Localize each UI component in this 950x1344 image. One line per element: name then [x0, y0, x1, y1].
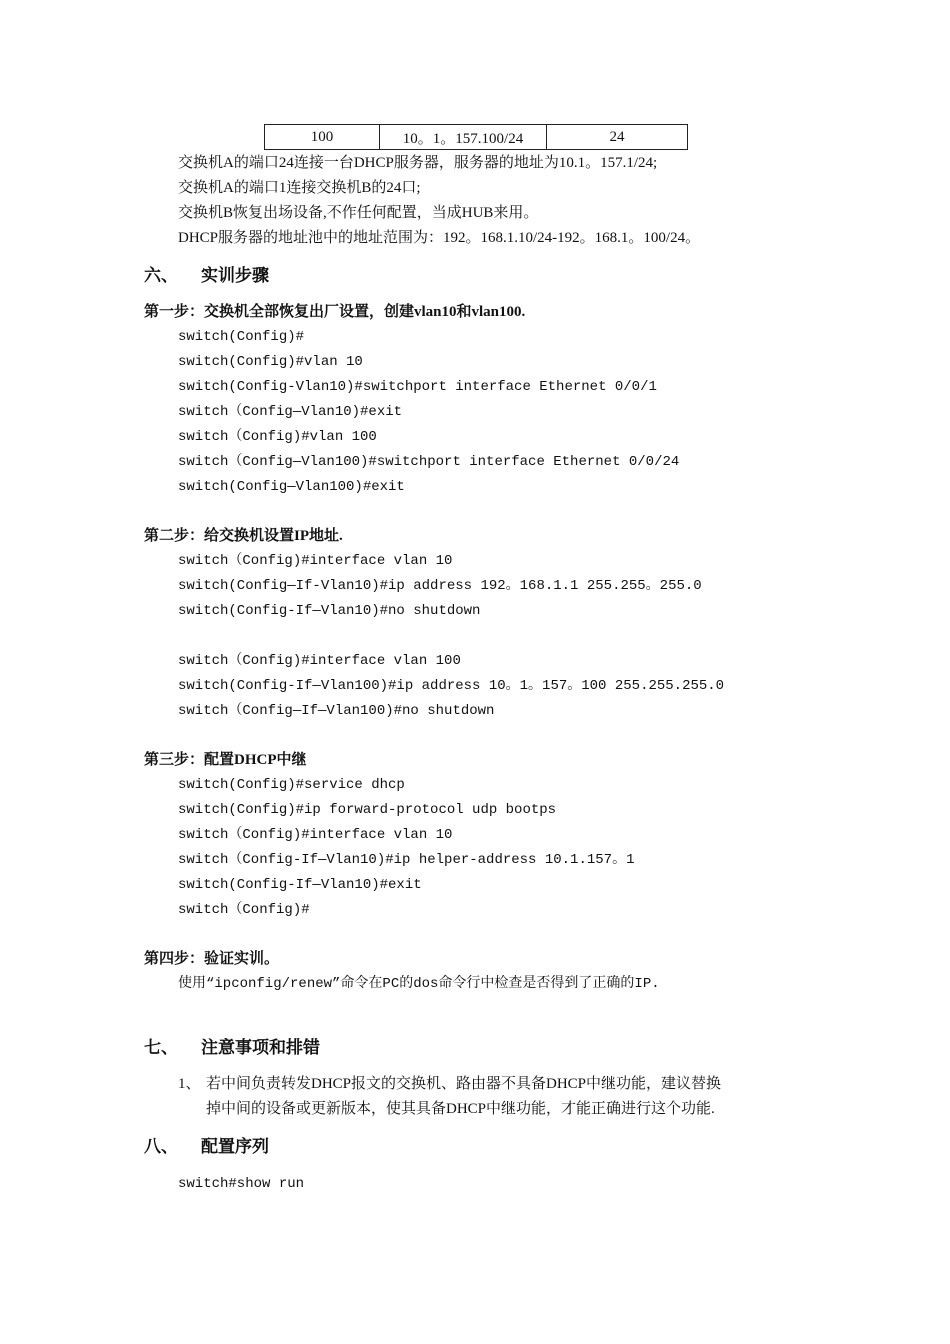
command-line: switch(Config)#service dhcp	[178, 777, 405, 793]
command-line: switch(Config)#	[178, 329, 305, 345]
command-line: switch(Config)#ip forward-protocol udp bootps	[178, 802, 557, 818]
section-title: 注意事项和排错	[201, 1038, 320, 1058]
intro-line: 交换机A的端口24连接一台DHCP服务器，服务器的地址为10.1。157.1/24;	[178, 155, 658, 171]
command-line: switch(Config-If—Vlan10)#exit	[178, 877, 422, 893]
command-line: switch(Config—If-Vlan10)#ip address 192。168.1.1 255.255。255.0	[178, 578, 702, 594]
step-title: 第三步：配置DHCP中继	[144, 752, 307, 768]
command-line: switch#show run	[178, 1176, 305, 1192]
intro-line: 交换机A的端口1连接交换机B的24口;	[178, 180, 421, 196]
section-number: 六、	[144, 266, 178, 286]
step-title: 第四步：验证实训。	[144, 951, 280, 967]
section-title: 配置序列	[201, 1137, 269, 1157]
vlan-table	[264, 124, 688, 150]
table-cell-port: 24	[547, 125, 688, 150]
command-line: switch（Config)#interface vlan 100	[178, 653, 461, 669]
command-line: switch（Config—If—Vlan100)#no shutdown	[178, 703, 495, 719]
section-number: 八、	[144, 1137, 178, 1157]
table-cell-ip: 10。1。157.100/24	[380, 125, 547, 150]
note-number: 1、	[178, 1076, 201, 1092]
note-text: 掉中间的设备或更新版本，使其具备DHCP中继功能，才能正确进行这个功能.	[206, 1101, 715, 1117]
intro-line: 交换机B恢复出场设备,不作任何配置，当成HUB来用。	[178, 205, 539, 221]
command-line: switch（Config)#	[178, 902, 310, 918]
command-line: switch（Config—Vlan10)#exit	[178, 404, 403, 420]
step-title: 第一步：交换机全部恢复出厂设置，创建vlan10和vlan100.	[144, 304, 526, 320]
note-text: 若中间负责转发DHCP报文的交换机、路由器不具备DHCP中继功能，建议替换	[206, 1076, 722, 1092]
command-line: switch(Config-Vlan10)#switchport interface Ethernet 0/0/1	[178, 379, 657, 395]
table-cell-vlan: 100	[265, 125, 380, 150]
command-line: switch（Config)#interface vlan 10	[178, 553, 453, 569]
command-line: switch（Config—Vlan100)#switchport interface Ethernet 0/0/24	[178, 454, 680, 470]
command-line: switch(Config—Vlan100)#exit	[178, 479, 405, 495]
command-line: switch（Config-If—Vlan10)#ip helper-address 10.1.157。1	[178, 852, 635, 868]
table-row	[265, 125, 688, 150]
command-line: switch(Config-If—Vlan100)#ip address 10。1。157。100 255.255.255.0	[178, 678, 725, 694]
section-title: 实训步骤	[201, 266, 269, 286]
command-line: switch（Config)#vlan 100	[178, 429, 377, 445]
step-description: 使用“ipconfig/renew”命令在PC的dos命令行中检查是否得到了正确的IP.	[178, 976, 660, 992]
command-line: switch(Config)#vlan 10	[178, 354, 363, 370]
step-title: 第二步：给交换机设置IP地址.	[144, 528, 343, 544]
section-number: 七、	[144, 1038, 178, 1058]
intro-line: DHCP服务器的地址池中的地址范围为：192。168.1.10/24-192。168.1。100/24。	[178, 230, 701, 246]
command-line: switch(Config-If—Vlan10)#no shutdown	[178, 603, 481, 619]
command-line: switch（Config)#interface vlan 10	[178, 827, 453, 843]
